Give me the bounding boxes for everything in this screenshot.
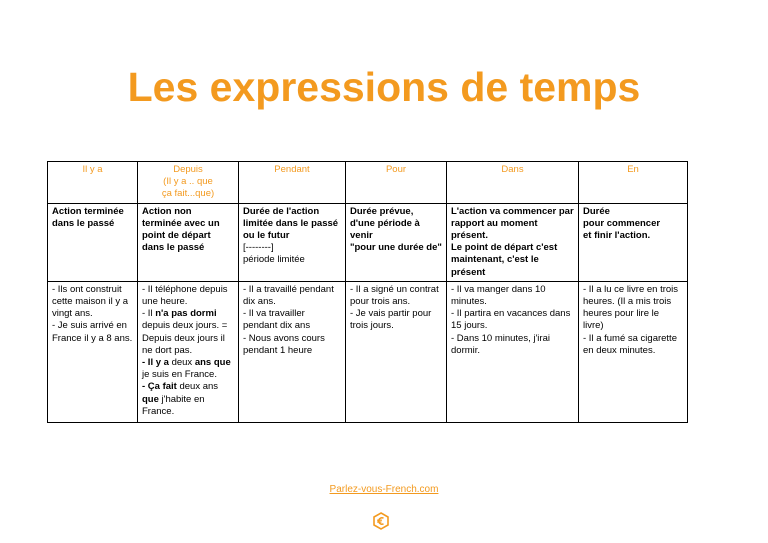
definition-dans: L'action va commencer par rapport au moment présent. Le point de départ c'est maintenant, c'est le présent [447, 203, 579, 281]
examples-depuis: - Il téléphone depuis une heure. - Il n'a pas dormi depuis deux jours. = Depuis deux jours il ne dort pas. - Il y a deux ans que je suis en France. - Ça fait deux ans que j'habite en France. [138, 281, 239, 422]
header-il-y-a: Il y a [48, 162, 138, 204]
examples-row [48, 281, 688, 422]
examples-en: - Il a lu ce livre en trois heures. (Il a mis trois heures pour lire le livre) - Il a fumé sa cigarette en deux minutes. [579, 281, 688, 422]
header-pendant: Pendant [239, 162, 346, 204]
examples-il-y-a: - Ils ont construit cette maison il y a vingt ans. - Je suis arrivé en France il y a 8 ans. [48, 281, 138, 422]
examples-pendant: - Il a travaillé pendant dix ans. - Il va travailler pendant dix ans - Nous avons cours pendant 1 heure [239, 281, 346, 422]
examples-pour: - Il a signé un contrat pour trois ans. - Je vais partir pour trois jours. [346, 281, 447, 422]
definition-row [48, 203, 688, 281]
header-row [48, 162, 688, 204]
page-title: Les expressions de temps [127, 64, 641, 110]
header-depuis: Depuis (Il y a .. que ça fait...que) [138, 162, 239, 204]
header-pour: Pour [346, 162, 447, 204]
definition-depuis: Action non terminée avec un point de départ dans le passé [138, 203, 239, 281]
definition-il-y-a: Action terminée dans le passé [48, 203, 138, 281]
definition-pour: Durée prévue, d'une période à venir "pour une durée de" [346, 203, 447, 281]
website-link[interactable]: Parlez-vous-French.com [329, 484, 439, 495]
currency-e-logo-icon [372, 512, 390, 530]
header-en: En [579, 162, 688, 204]
examples-dans: - Il va manger dans 10 minutes. - Il partira en vacances dans 15 jours. - Dans 10 minutes, j'irai dormir. [447, 281, 579, 422]
definition-en: Durée pour commencer et finir l'action. [579, 203, 688, 281]
definition-pendant: Durée de l'action limitée dans le passé ou le futur [--------] période limitée [239, 203, 346, 281]
header-dans: Dans [447, 162, 579, 204]
time-expressions-table [47, 161, 688, 423]
